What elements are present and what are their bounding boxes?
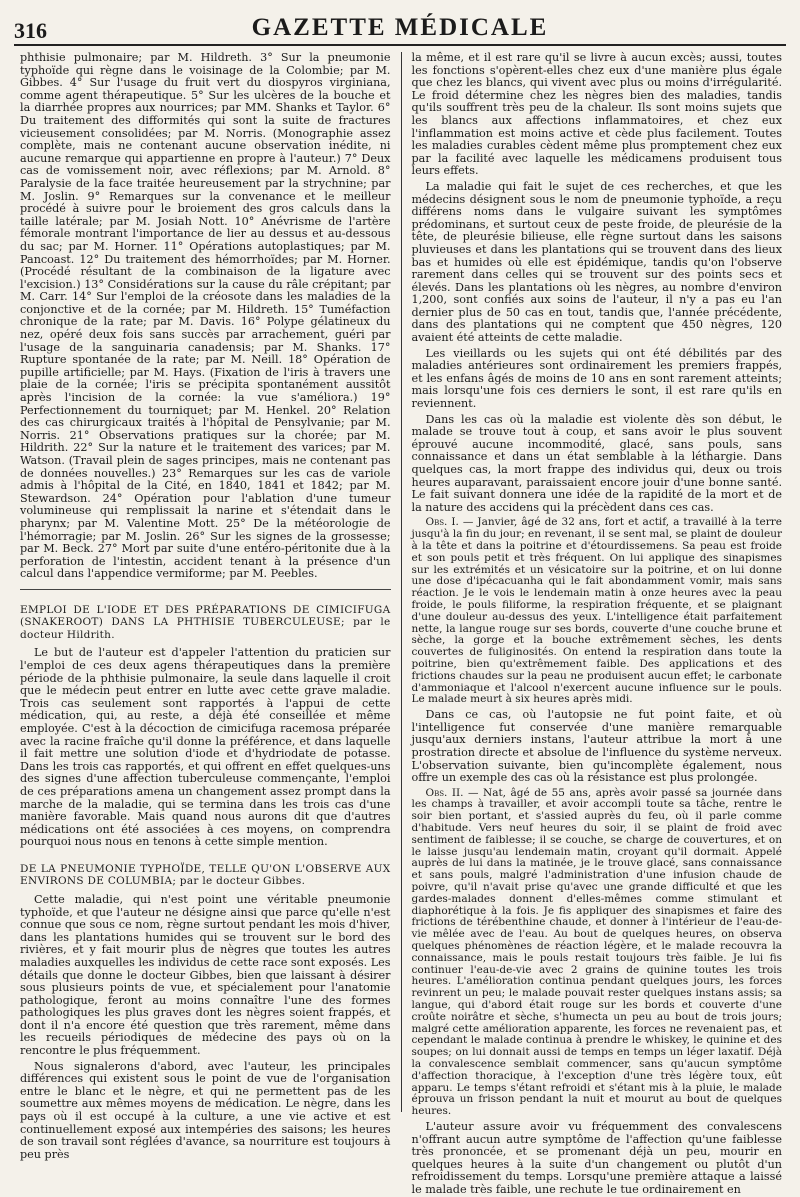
section-author-iode: ; par le docteur Hildrith.: [20, 616, 391, 641]
section-author-pneumonie: ; par le docteur Gibbes.: [172, 875, 306, 888]
paragraph-right-5: Dans ce cas, où l'autopsie ne fut point faite, et où l'intelligence fut conservée d'une manière remarquable jusqu'aux derniers instans, l'auteur attribue la mort à une prostration directe et absolue de l'influence du système nerveux. L'observation suivante, bien qu'incomplète également, nous offre un exemple des cas où la résistance est plus prolongée.: [411, 708, 782, 785]
page-header: [14, 8, 786, 46]
paragraph-right-6: L'auteur assure avoir vu fréquemment des convalescens n'offrant aucun autre symptôme de l'affection qu'une faiblesse très prononcée, et se promenant déjà un peu, mourir en quelques heures à la suite d'un changement ou plutôt d'un refroidissement du temps. Lorsqu'une première attaque a laissé le malade très faible, une rechute le tue ordinairement en: [411, 1120, 782, 1196]
observation-2: [412, 788, 783, 1118]
section-title-iode: [20, 604, 391, 642]
observation-2-text: — Nat, âgé de 55 ans, après avoir passé sa journée dans les champs à travailler, et avoir accompli toute sa tâche, rentre le soir bien portant, et s'assied auprès du feu, où il parle comme d'habitude. Vers neuf heures du soir, il se plaint de froid avec sentiment de faiblesse; il se couche, se charge de couvertures, et on le laisse jusqu'au lendemain matin, croyant qu'il dormait. Appelé auprès de lui dans la matinée, je le trouve glacé, sans connaissance et sans pouls, malgré l'administration d'une infusion chaude de poivre, qu'il n'avait prise qu'avec une grande difficulté et que les gardes-malades donnent d'elles-mêmes comme stimulant et diaphorétique à la fois. Je fis appliquer des sinapismes et faire des frictions de térébenthine chaude, et donner à l'intérieur de l'eau-de-vie mêlée avec de l'eau. Au bout de quelques heures, on observa quelques phénomènes de réaction légère, et le malade recouvra la connaissance, mais le pouls restait toujours très faible. Je lui fis continuer l'eau-de-vie avec 2 grains de quinine toutes les trois heures. L'amélioration continua pendant quelques jours, les forces revinrent un peu; le malade pouvait rester quelques instans assis; sa langue, qui d'abord était rouge sur les bords et couverte d'une croûte noirâtre et sèche, s'humecta un peu au bout de trois jours; malgré cette amélioration apparente, les forces ne revenaient pas, et cependant le malade continua à prendre le whiskey, le quinine et des soupes; on lui donnait aussi de temps en temps un léger laxatif. Déjà la convalescence semblait commencer, sans qu'aucun symptôme d'affection thoracique, à l'exception d'une très légère toux, eût apparu. Le temps s'étant refroidi et s'étant mis à la pluie, le malade éprouva un frisson pendant la nuit et mourut au bout de quelques heures.: [411, 786, 782, 1118]
section-title-pneumonie: [20, 863, 391, 888]
page-number: 316: [14, 18, 47, 43]
observation-1: [412, 517, 783, 706]
text-columns: [20, 51, 782, 1196]
observation-2-label: Obs. II.: [425, 786, 464, 799]
section-title-iode-text: EMPLOI DE L'IODE ET DES PRÉPARATIONS DE CIMICIFUGA (SNAKEROOT) DANS LA PHTHISIE TUBERCULEUSE: [20, 603, 391, 629]
paragraph-right-4: Dans les cas où la maladie est violente dès son début, le malade se trouve tout à coup, et sans avoir le plus souvent éprouvé aucune incommodité, glacé, sans pouls, sans connaissance et dans un état semblable à la léthargie. Dans quelques cas, la mort frappe des individus qui, deux ou trois heures auparavant, paraissaient encore jouir d'une bonne santé. Le fait suivant donnera une idée de la rapidité de la mort et de la nature des accidens qui la précèdent dans ces cas.: [411, 412, 782, 514]
section-divider: [20, 589, 391, 590]
paragraph-pneumonie-1: Cette maladie, qui n'est point une véritable pneumonie typhoïde, et que l'auteur ne désigne ainsi que parce qu'elle n'est connue que sous ce nom, règne surtout pendant les mois d'hiver, dans les plantations humides qui se trouvent sur le bord des rivières, et y fait mourir plus de nègres que toutes les autres maladies auxquelles les individus de cette race sont exposés. Les détails que donne le docteur Gibbes, bien que laissant à désirer sous plusieurs points de vue, et spécialement pour l'anatomie pathologique, feront au moins connaître l'une des formes pathologiques les plus graves dont les nègres soient frappés, et dont il n'a encore été question que très rarement, même dans les recueils périodiques de médecine des pays où on la rencontre le plus fréquemment.: [20, 892, 391, 1058]
paragraph-iode: Le but de l'auteur est d'appeler l'attention du praticien sur l'emploi de ces deux agens thérapeutiques dans la première période de la phthisie pulmonaire, la seule dans laquelle il croit que le médecin peut entrer en lutte avec cette grave maladie. Trois cas seulement sont rapportés à l'appui de cette médication, qui, au reste, a déjà été conseillée et même employée. C'est à la décoction de cimicifuga racemosa préparée avec la racine fraîche qu'il donne la préférence, et dans laquelle il fait mettre une solution d'iode et d'hydriodate de potasse. Dans les trois cas rapportés, et qui offrent en effet quelques-uns des signes d'une affection tuberculeuse commençante, l'emploi de ces préparations amena un changement assez prompt dans la marche de la maladie, qui se termina dans les trois cas d'une manière favorable. Mais quand nous aurons dit que d'autres médications ont été associées à ces moyens, on comprendra pourquoi nous nous en tenons à cette simple mention.: [20, 646, 391, 849]
observation-1-text: — Janvier, âgé de 32 ans, fort et actif, a travaillé à la terre jusqu'à la fin du jour; en revenant, il se sent mal, se plaint de douleur à la tête et dans la poitrine et d'étourdissemens. Sa peau est froide et son pouls petit et très fréquent. On lui applique des sinapismes sur les extrémités et un vésicatoire sur la poitrine, et on lui donne une dose d'ipécacuanha qui le fait abondamment vomir, mais sans réaction. Je le vois le lendemain matin à onze heures avec la peau froide, le pouls filiforme, la respiration fréquente, et se plaignant d'une douleur au-dessus des yeux. L'intelligence était parfaitement nette, la langue rouge sur ses bords, couverte d'une couche brune et sèche, la gorge et la bouche extrêmement sèches, les dents couvertes de fuliginosités. On entend la respiration dans toute la poitrine, bien qu'extrêmement faible. Des applications et des frictions chaudes sur la peau ne produisent aucun effet; le carbonate d'ammoniaque et l'alcool n'exercent aucune influence sur le pouls. Le malade meurt à six heures après midi.: [411, 516, 782, 706]
list-continuation: phthisie pulmonaire; par M. Hildreth. 3° Sur la pneumonie typhoïde qui règne dans le voisinage de la Colombie; par M. Gibbes. 4° Sur l'usage du fruit vert du diospyros virginiana, comme agent thérapeutique. 5° Sur les ulcères de la bouche et la diarrhée propres aux nourrices; par MM. Shanks et Taylor. 6° Du traitement des difformités qui sont la suite de fractures vicieusement consolidées; par M. Norris. (Monographie assez complète, mais ne contenant aucune observation inédite, ni aucune remarque qui appartienne en propre à l'auteur.) 7° Deux cas de vomissement noir, avec réflexions; par M. Arnold. 8° Paralysie de la face traitée heureusement par la strychnine; par M. Joslin. 9° Remarques sur la convenance et le meilleur procédé à suivre pour le broiement des gros calculs dans la taille latérale; par M. Josiah Nott. 10° Anévrisme de l'artère fémorale montrant l'importance de lier au dessus et au-dessous du sac; par M. Horner. 11° Opérations autoplastiques; par M. Pancoast. 12° Du traitement des hémorrhoïdes; par M. Horner. (Procédé résultant de la combinaison de la ligature avec l'excision.) 13° Considérations sur la cause du râle crépitant; par M. Carr. 14° Sur l'emploi de la créosote dans les maladies de la conjonctive et de la cornée; par M. Hildreth. 15° Tuméfaction chronique de la rate; par M. Davis. 16° Polype gélatineux du nez, opéré deux fois sans succès par arrachement, guéri par l'usage de la sanguinaria canadensis; par M. Shanks. 17° Rupture spontanée de la rate; par M. Neill. 18° Opération de pupille artificielle; par M. Hays. (Fixation de l'iris à travers une plaie de la cornée; l'iris se précipita spontanément aussitôt après l'incision de la cornée: la vue s'améliora.) 19° Perfectionnement du tourniquet; par M. Henkel. 20° Relation des cas chirurgicaux traités à l'hôpital de Pensylvanie; par M. Norris. 21° Observations pratiques sur la chorée; par M. Hildrith. 22° Sur la nature et le traitement des varices; par M. Watson. (Travail plein de sages principes, mais ne contenant pas de données nouvelles.) 23° Remarques sur les cas de variole admis à l'hôpital de la Cité, en 1840, 1841 et 1842; par M. Stewardson. 24° Opération pour l'ablation d'une tumeur volumineuse qui remplissait la narine et s'étendait dans le pharynx; par M. Valentine Mott. 25° De la météorologie de l'hémorragie; par M. Joslin. 26° Sur les signes de la grossesse; par M. Beck. 27° Mort par suite d'une entéro-péritonite due à la perforation de l'intestin, accident tenant à la présence d'un calcul dans l'appendice vermiforme; par M. Peebles.: [20, 51, 391, 581]
paragraph-right-2: La maladie qui fait le sujet de ces recherches, et que les médecins désignent sous le nom de pneumonie typhoïde, a reçu différens noms dans le vulgaire suivant les symptômes prédominans, et surtout ceux de peste froide, de pleurésie de la tête, de pleurésie bilieuse, elle règne surtout dans les saisons pluvieuses et dans les plantations qui se trouvent dans des lieux bas et humides où elle est épidémique, tandis qu'on l'observe rarement dans celles qui se trouvent sur des points secs et élevés. Dans les plantations où les nègres, au nombre d'environ 1,200, sont confiés aux soins de l'auteur, il n'y a pas eu l'an dernier plus de 50 cas en tout, tandis que, l'année précédente, dans des plantations qui ne comptent que 450 nègres, 120 avaient été atteints de cette maladie.: [411, 179, 782, 345]
paragraph-right-1: la même, et il est rare qu'il se livre à aucun excès; aussi, toutes les fonctions s'opèrent-elles chez eux d'une manière plus égale que chez les blancs, qui vivent avec plus ou moins d'irrégularité. Le froid détermine chez les nègres bien des maladies, tandis qu'ils souffrent très peu de la chaleur. Ils sont moins sujets que les blancs aux affections inflammatoires, et chez eux l'inflammation est moins active et cède plus facilement. Toutes les maladies curables cèdent même plus promptement chez eux par la facilité avec laquelle les médicamens produisent tous leurs effets.: [411, 51, 782, 178]
column-divider: [401, 52, 402, 1112]
paragraph-pneumonie-2: Nous signalerons d'abord, avec l'auteur, les principales différences qui existent sous le point de vue de l'organisation entre le blanc et le nègre, et qui ne permettent pas de les soumettre aux mêmes moyens de médication. Le nègre, dans les pays où il est occupé à la culture, a une vie active et est continuellement exposé aux intempéries des saisons; les heures de son travail sont réglées d'avance, sa nourriture est toujours à peu près: [20, 1059, 391, 1161]
section-title-pneumonie-text: DE LA PNEUMONIE TYPHOÏDE, TELLE QU'ON L'OBSERVE AUX ENVIRONS DE COLUMBIA: [20, 862, 391, 888]
journal-title: GAZETTE MÉDICALE: [251, 14, 549, 41]
right-column: [411, 51, 783, 1196]
left-column: [20, 51, 391, 1161]
paragraph-right-3: Les vieillards ou les sujets qui ont été débilités par des maladies antérieures sont ordinairement les premiers frappés, et les enfans âgés de moins de 10 ans en sont rarement atteints; mais lorsqu'une fois ces derniers le sont, il est rare qu'ils en reviennent.: [411, 346, 782, 411]
observation-1-label: Obs. I.: [425, 516, 459, 529]
